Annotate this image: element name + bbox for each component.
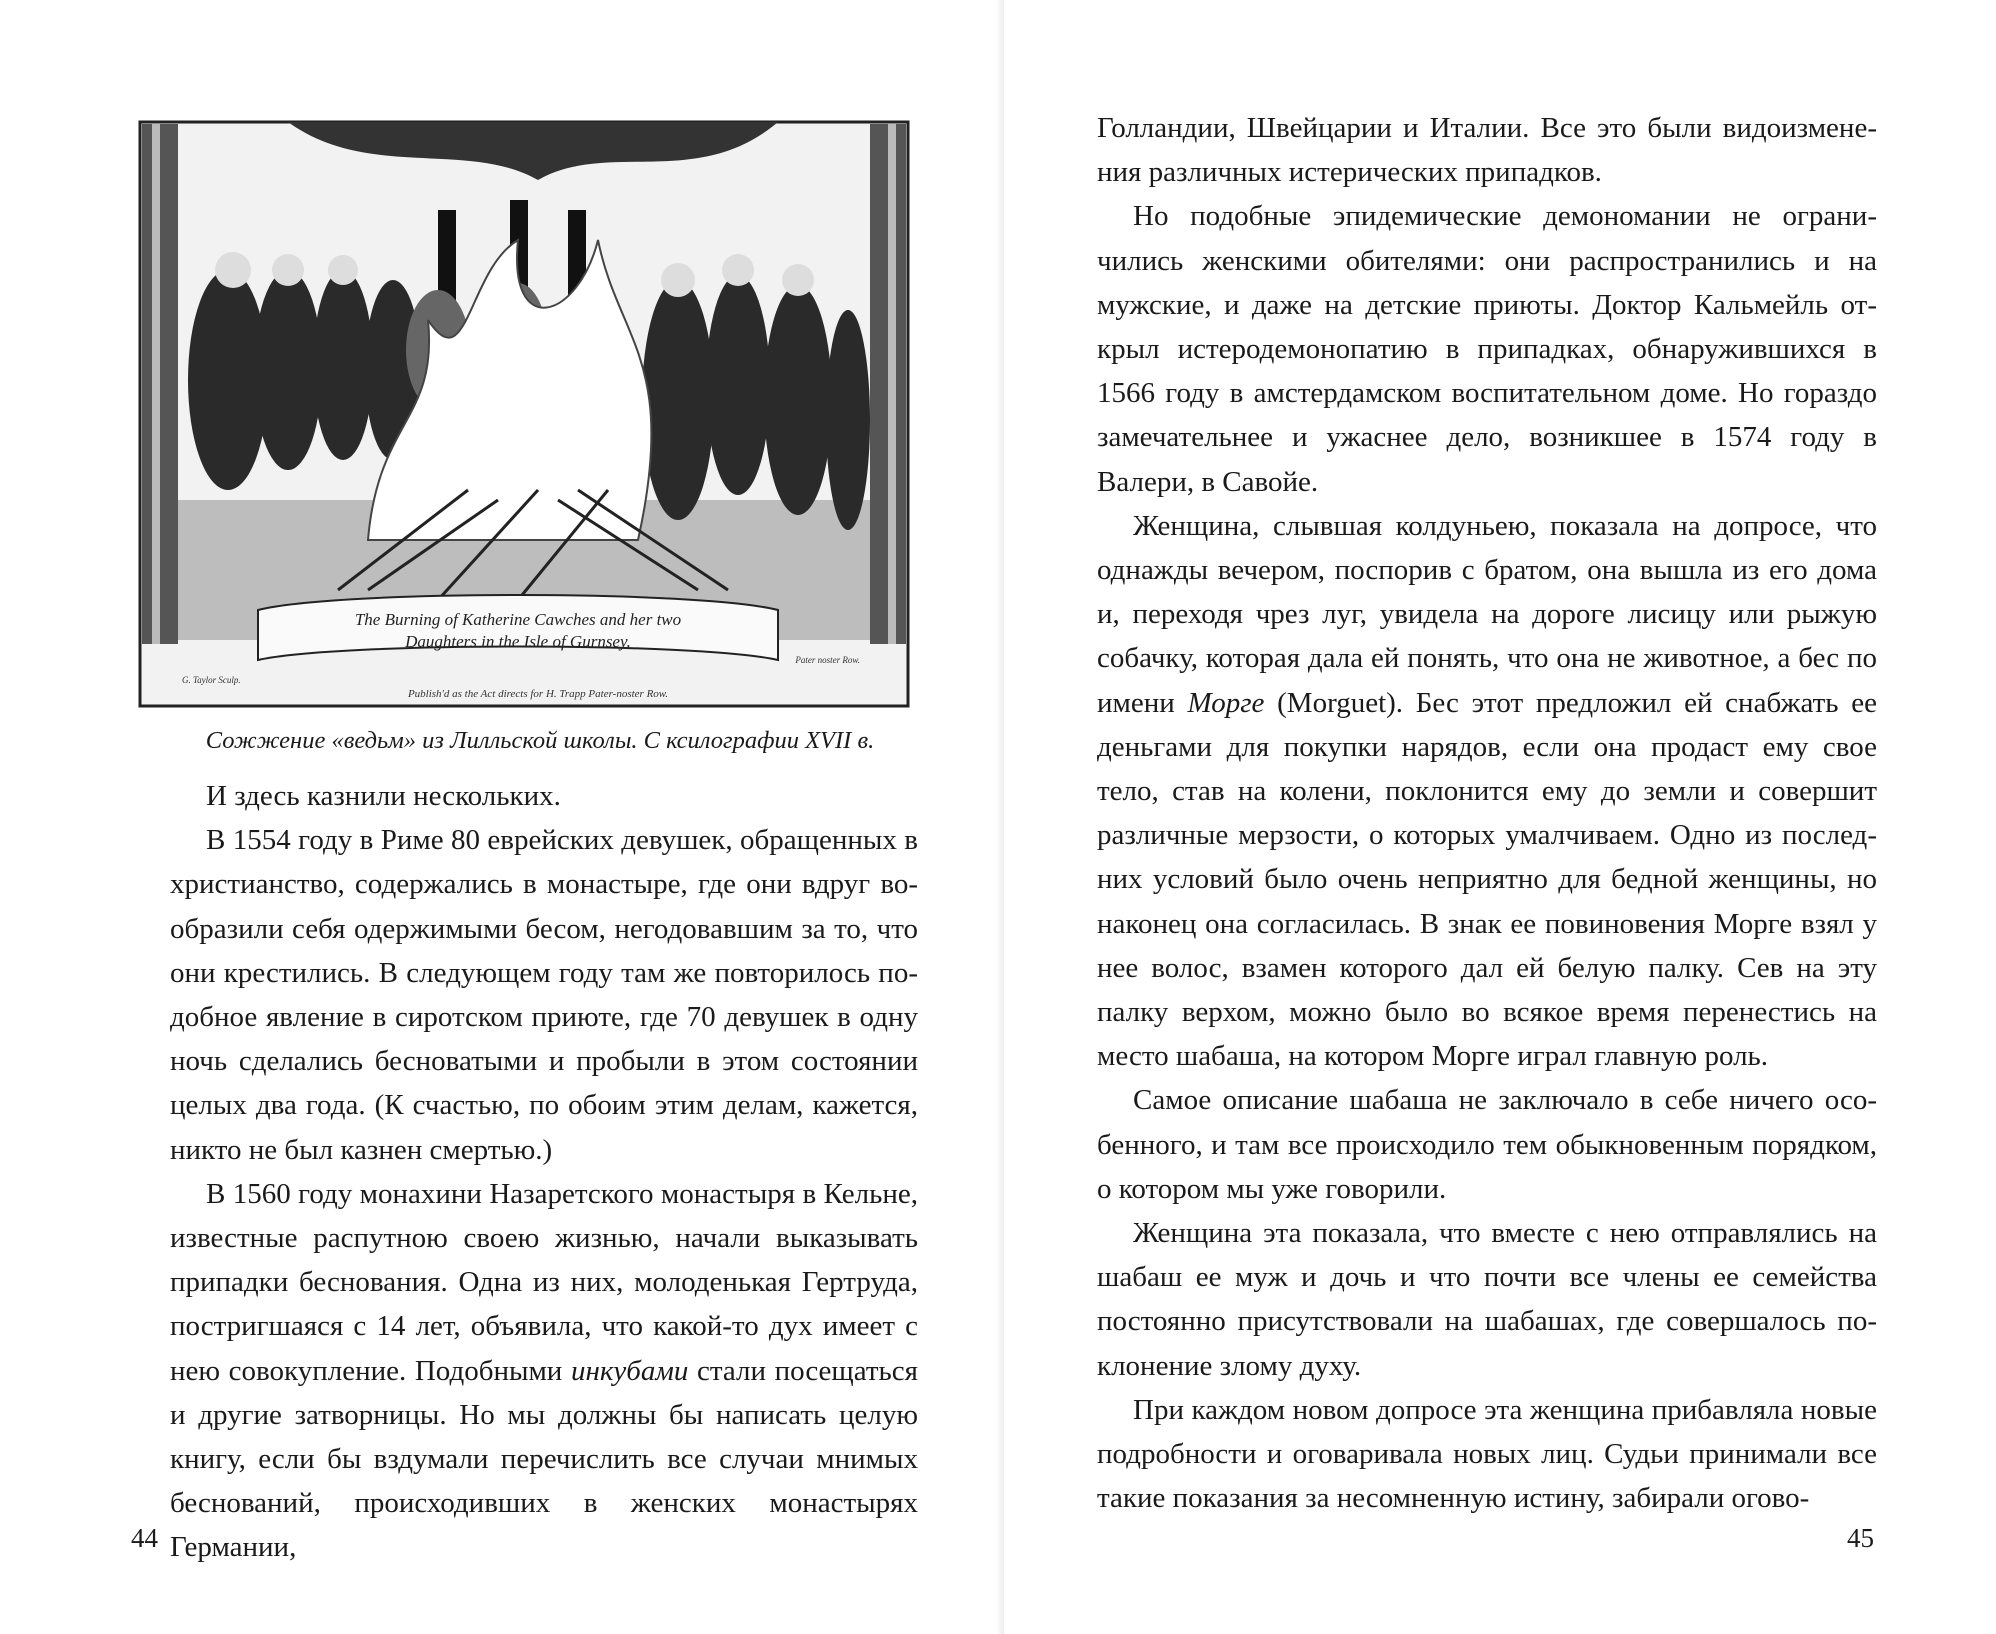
- publisher-signature: Pater noster Row.: [795, 655, 860, 665]
- italic-term: инкубами: [570, 1354, 689, 1387]
- right-pillar-highlight: [888, 124, 896, 644]
- engraving-illustration: [138, 120, 910, 708]
- page-number: 44: [131, 1523, 158, 1553]
- left-pillar-highlight: [152, 124, 160, 644]
- paragraph-text: В 1560 году монахини Назаретского монастыря в Кельне, известные распутною своею жизнью, начали выказывать припадки беснования. Одна из них, молоденькая Гертруда, постригшаяся с 14 лет, объявила, что какой-то дух имеет с нею совокупление. Подобными: [170, 1177, 918, 1387]
- imprint-line: Publish'd as the Act directs for H. Trapp Pater-noster Row.: [407, 688, 669, 700]
- paragraph-text: (Morguet). Бес этот предложил ей снабжать ее деньгами для покупки нарядов, если она продаст ему свое тело, став на колени, поклонится ему до земли и совершит различные мерзости, о которых умалчиваем. Одно из последних условий было очень неприятно для бедной женщины, но наконец она согласилась. В знак ее повиновения Морге взял у нее волос, взамен которого дал ей белую палку. Сев на эту палку верхом, можно было во всякое время перенестись на место шабаша, на котором Морге играл главную роль.: [1097, 686, 1877, 1073]
- paragraph: В 1554 году в Риме 80 еврейских девушек, обращенных в христианство, содержались в монастыре, где они вдруг вообразили себя одержимыми бесом, негодовавшим за то, что они крестились. В следующем году там же повторилось подобное явление в сиротском приюте, где 70 девушек в одну ночь сделались бесноватыми и пробыли в этом состоянии целых два года. (К счастью, по обоим этим делам, кажется, никто не был казнен смертью.): [170, 824, 918, 1166]
- paragraph-text: Женщина, слывшая колдуньею, показала на допросе, что однажды вечером, поспорив с братом, она вышла из его дома и, переходя чрез луг, увидела на дороге лисицу или рыжую собачку, которая дала ей понять, что она не животное, а бес по имени: [1097, 509, 1877, 719]
- engraver-signature: G. Taylor Sculp.: [182, 675, 241, 685]
- italic-term: Морге: [1187, 686, 1265, 719]
- figure-caption: Сожжение «ведьм» из Лилльской школы. С ксилографии XVII в.: [205, 727, 875, 754]
- banner-line-2: Daughters in the Isle of Gurnsey.: [405, 632, 631, 651]
- paragraph: [1097, 504, 1877, 1079]
- paragraph-continuation: Голландии, Швейцарии и Италии. Все это были видоизменения различных истерических припадков.: [1097, 112, 1877, 189]
- paragraph: Но подобные эпидемические демономании не ограничились женскими обителями: они распространились и на мужские, и даже на детские приюты. Доктор Кальмейль открыл истеродемонопатию в припадках, обнаружившихся в 1566 году в амстердамском воспитательном доме. Но гораздо замечательнее и ужаснее дело, возникшее в 1574 году в Валери, в Савойе.: [1097, 200, 1877, 498]
- paragraph: При каждом новом допросе эта женщина прибавляла новые подробности и оговаривала новых лиц. Судьи принимали все такие показания за несомненную истину, забирали огово-: [1097, 1393, 1877, 1515]
- page-number: 45: [1847, 1523, 1874, 1553]
- crowd-left: [188, 252, 421, 490]
- paragraph: Женщина эта показала, что вместе с нею отправлялись на шабаш ее муж и дочь и что почти все члены ее семейства постоянно присутствовали на шабашах, где совершалось поклонение злому духу.: [1097, 1217, 1877, 1382]
- paragraph: И здесь казнили нескольких.: [206, 780, 561, 812]
- paragraph-text: стали посещаться и другие затворницы. Но мы должны бы написать целую книгу, если бы вздумали перечислить все случаи мнимых беснований, происходивших в женских монастырях Германии,: [170, 1354, 918, 1564]
- banner-line-1: The Burning of Katherine Cawches and her two: [354, 610, 682, 629]
- paragraph: Самое описание шабаша не заключало в себе ничего особенного, и там все происходило тем обыкновенным порядком, о котором мы уже говорили.: [1097, 1084, 1877, 1205]
- engraving-svg: [138, 120, 910, 708]
- right-page-text: [1097, 106, 1877, 1521]
- left-page-text: [170, 774, 918, 1570]
- right-page: [1004, 0, 1996, 1634]
- paragraph: [170, 1172, 918, 1570]
